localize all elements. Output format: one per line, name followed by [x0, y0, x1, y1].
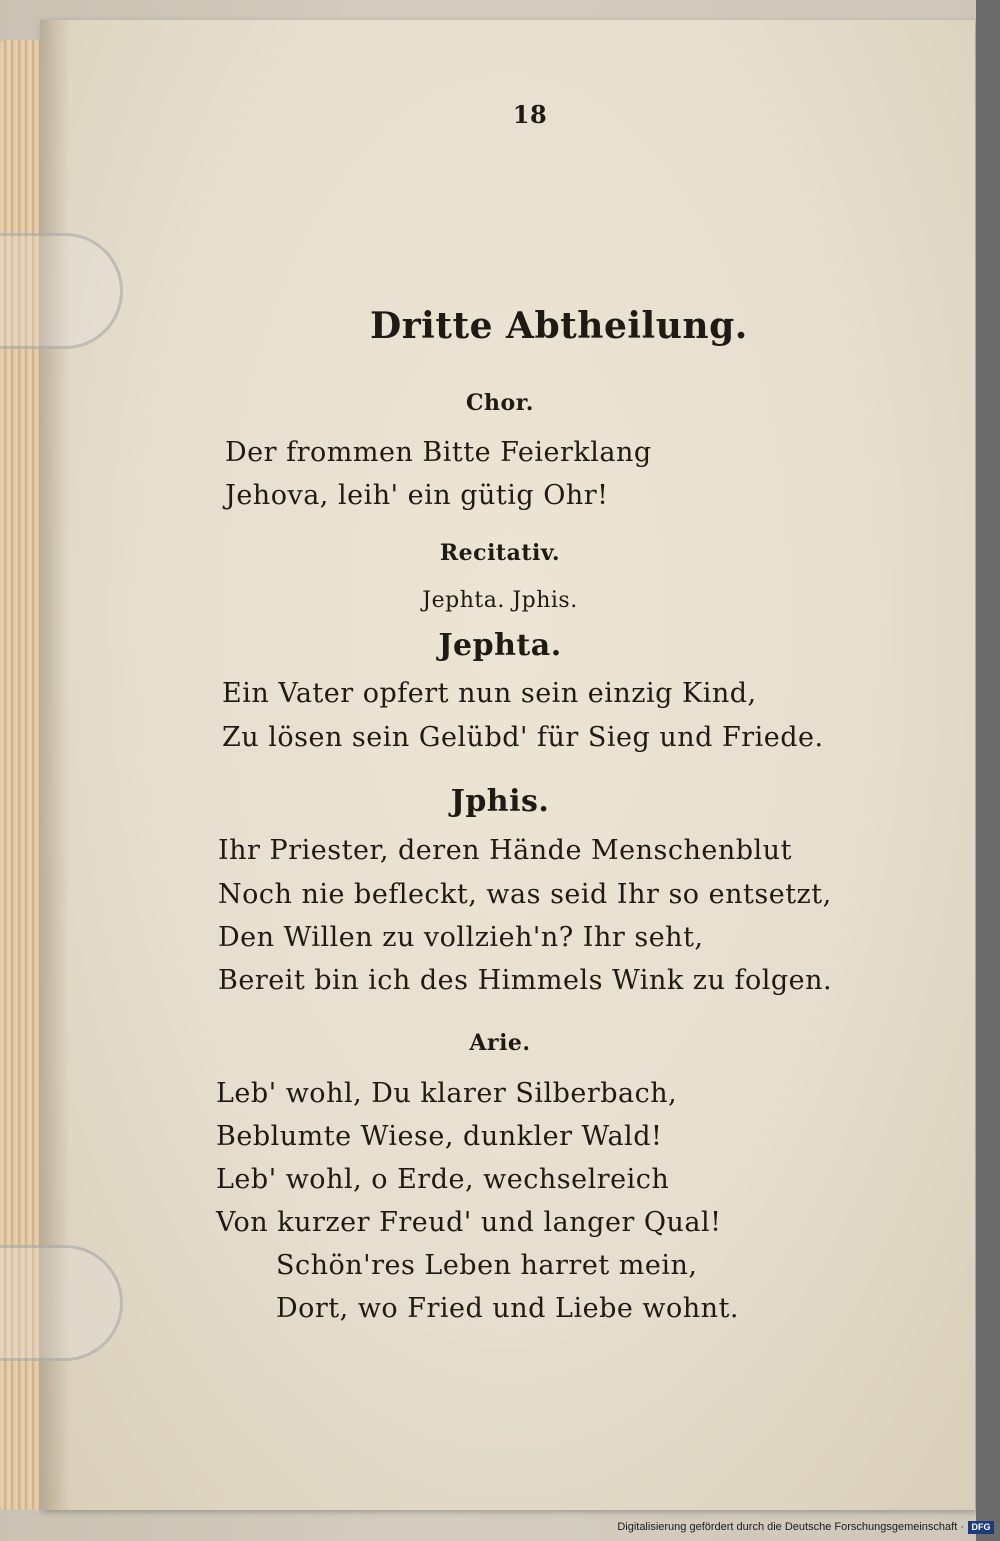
jephta-line: Zu lösen sein Gelübd' für Sieg und Friede.	[222, 722, 824, 753]
chor-label: Chor.	[466, 390, 534, 416]
arie-line: Leb' wohl, o Erde, wechselreich	[216, 1164, 670, 1195]
jphis-line: Bereit bin ich des Himmels Wink zu folgen.	[218, 965, 833, 996]
page-number: 18	[512, 100, 548, 129]
jphis-label: Jphis.	[450, 784, 550, 819]
section-heading: Dritte Abtheilung.	[370, 305, 748, 347]
arie-line: Beblumte Wiese, dunkler Wald!	[216, 1121, 663, 1152]
persons-line: Jephta. Jphis.	[422, 588, 578, 613]
dfg-logo: DFG	[968, 1521, 994, 1534]
jphis-line: Noch nie befleckt, was seid Ihr so entsetzt,	[218, 879, 832, 910]
arie-line: Von kurzer Freud' und langer Qual!	[216, 1207, 722, 1238]
jephta-line: Ein Vater opfert nun sein einzig Kind,	[222, 678, 757, 709]
jphis-line: Den Willen zu vollzieh'n? Ihr seht,	[218, 922, 704, 953]
chor-line: Jehova, leih' ein gütig Ohr!	[225, 480, 609, 511]
arie-label: Arie.	[469, 1030, 531, 1056]
digitization-credit: Digitalisierung gefördert durch die Deutsche Forschungsgemeinschaft ·	[617, 1521, 964, 1533]
arie-line: Leb' wohl, Du klarer Silberbach,	[216, 1078, 678, 1109]
recitativ-label: Recitativ.	[439, 540, 561, 566]
jephta-label: Jephta.	[438, 628, 562, 663]
arie-line: Dort, wo Fried und Liebe wohnt.	[276, 1293, 740, 1324]
chor-line: Der frommen Bitte Feierklang	[225, 437, 652, 468]
jphis-line: Ihr Priester, deren Hände Menschenblut	[218, 835, 792, 866]
arie-line: Schön'res Leben harret mein,	[276, 1250, 698, 1281]
